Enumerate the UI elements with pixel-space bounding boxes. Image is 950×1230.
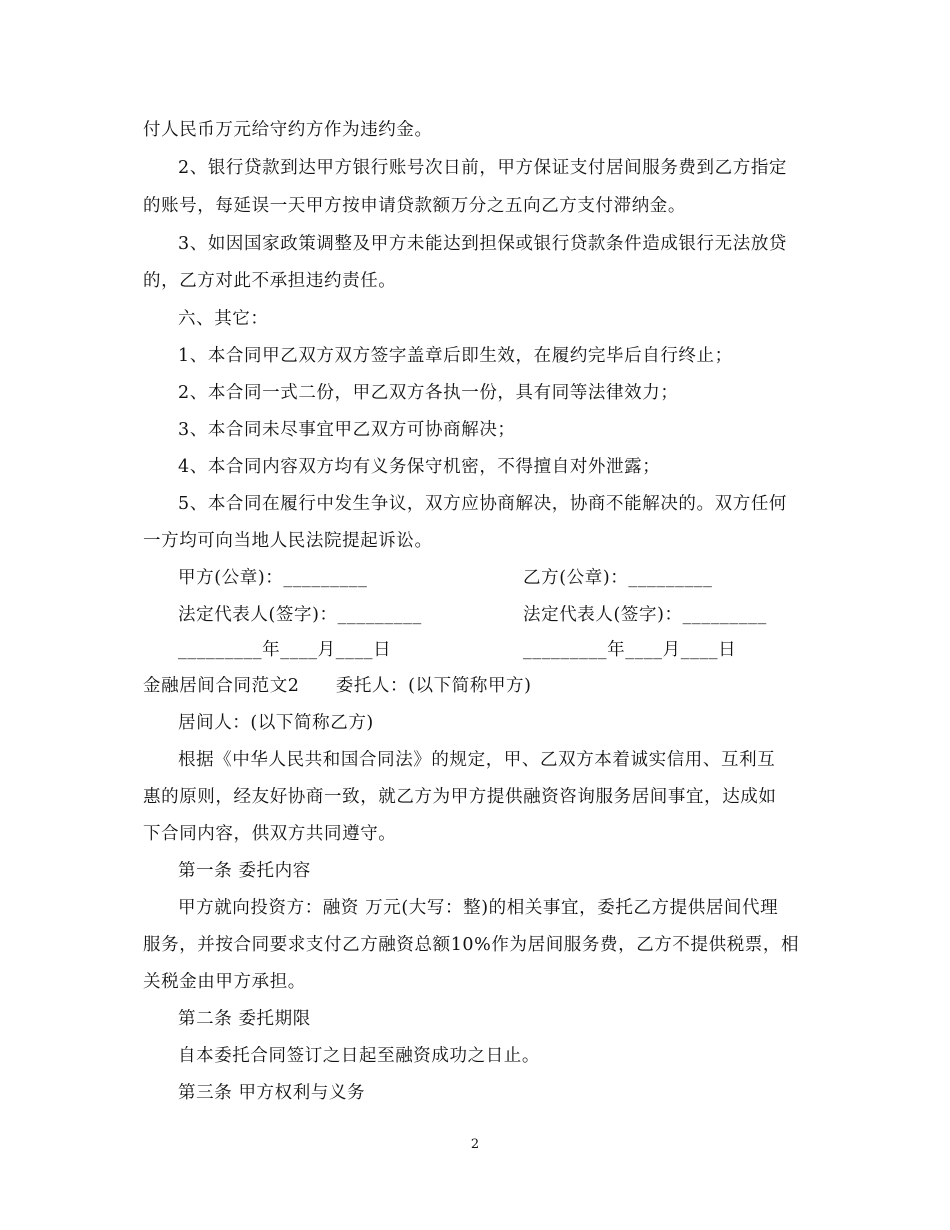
party-b-rep-field: 法定代表人(签字)：_________ [523, 605, 767, 625]
section-heading: 六、其它： [178, 309, 269, 329]
paragraph-line: 的，乙方对此不承担违约责任。 [143, 271, 397, 291]
paragraph-line: 金融居间合同范文2 委托人：(以下简称甲方) [143, 676, 532, 696]
paragraph-line: 一方均可向当地人民法院提起诉讼。 [143, 531, 433, 551]
section-heading: 第三条 甲方权利与义务 [178, 1083, 366, 1103]
paragraph-line: 3、如因国家政策调整及甲方未能达到担保或银行贷款条件造成银行无法放贷 [178, 234, 788, 254]
paragraph-line: 3、本合同未尽事宜甲乙双方可协商解决； [178, 420, 516, 440]
party-b-date-field: _________年____月____日 [523, 640, 737, 660]
paragraph-line: 4、本合同内容双方均有义务保守机密，不得擅自对外泄露； [178, 457, 661, 477]
party-a-rep-field: 法定代表人(签字)：_________ [178, 605, 422, 625]
page-number: 2 [470, 1137, 480, 1152]
paragraph-line: 5、本合同在履行中发生争议，双方应协商解决，协商不能解决的。双方任何 [178, 494, 788, 514]
paragraph-line: 居间人：(以下简称乙方) [178, 713, 374, 733]
section-heading: 第二条 委托期限 [178, 1009, 311, 1029]
party-b-seal-field: 乙方(公章)：_________ [523, 568, 713, 588]
signature-seal-row [178, 566, 713, 590]
paragraph-line: 关税金由甲方承担。 [143, 972, 306, 992]
party-a-seal-field: 甲方(公章)：_________ [178, 568, 368, 588]
paragraph-line: 根据《中华人民共和国合同法》的规定，甲、乙双方本着诚实信用、互利互 [178, 750, 776, 770]
party-a-date-field: _________年____月____日 [178, 640, 392, 660]
paragraph-line: 服务，并按合同要求支付乙方融资总额10%作为居间服务费，乙方不提供税票，相 [143, 935, 800, 955]
paragraph-line: 2、银行贷款到达甲方银行账号次日前，甲方保证支付居间服务费到乙方指定 [178, 158, 788, 178]
paragraph-line: 的账号，每延误一天甲方按申请贷款额万分之五向乙方支付滞纳金。 [143, 196, 686, 216]
paragraph-line: 付人民币万元给守约方作为违约金。 [143, 120, 433, 140]
signature-date-row [178, 638, 736, 662]
paragraph-line: 2、本合同一式二份，甲乙双方各执一份，具有同等法律效力； [178, 383, 679, 403]
paragraph-line: 甲方就向投资方：融资 万元(大写：整)的相关事宜，委托乙方提供居间代理 [178, 898, 779, 918]
paragraph-line: 惠的原则，经友好协商一致，就乙方为甲方提供融资咨询服务居间事宜，达成如 [143, 787, 777, 807]
signature-rep-row [178, 603, 767, 627]
paragraph-line: 自本委托合同签订之日起至融资成功之日止。 [178, 1046, 540, 1066]
paragraph-line: 1、本合同甲乙双方双方签字盖章后即生效，在履约完毕后自行终止； [178, 346, 733, 366]
section-heading: 第一条 委托内容 [178, 861, 311, 881]
paragraph-line: 下合同内容，供双方共同遵守。 [143, 824, 397, 844]
